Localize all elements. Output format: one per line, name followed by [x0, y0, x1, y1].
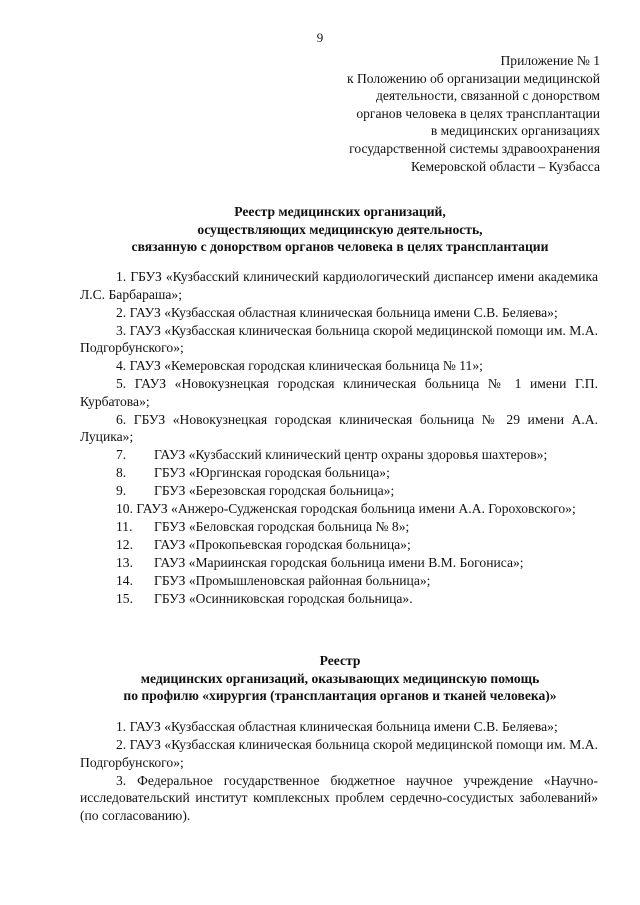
registry2-title-line: Реестр	[319, 653, 361, 668]
registry2-title-line: по профилю «хирургия (трансплантация органов и тканей человека)»	[123, 688, 557, 704]
list-item	[116, 572, 598, 590]
registry2-title	[60, 652, 620, 705]
appendix-header	[347, 52, 600, 175]
list-item	[116, 590, 598, 608]
list-item: 5. ГАУЗ «Новокузнецкая городская клиническая больница № 1 имени Г.П. Курбатова»;	[80, 376, 598, 409]
appendix-line: Кемеровской области – Кузбасса	[410, 158, 600, 174]
list-item: 1. ГАУЗ «Кузбасская областная клиническая больница имени С.В. Беляева»;	[116, 719, 558, 734]
list-item	[116, 518, 598, 536]
list-item	[116, 536, 598, 554]
item-number: 15.	[116, 591, 133, 607]
list-item	[116, 464, 598, 482]
registry1-title	[60, 203, 620, 256]
list-item	[116, 446, 598, 464]
list-item: 1. ГБУЗ «Кузбасский клинический кардиологический диспансер имени академика Л.С. Барбараша»;	[80, 269, 598, 302]
item-text: ГАУЗ «Прокопьевская городская больница»;	[154, 537, 411, 553]
list-item	[116, 482, 598, 500]
registry2-title-line: медицинских организаций, оказывающих медицинскую помощь	[140, 670, 540, 686]
list-item: 3. ГАУЗ «Кузбасская клиническая больница скорой медицинской помощи им. М.А. Подгорбунского»;	[80, 322, 598, 356]
appendix-line: Приложение № 1	[500, 53, 600, 68]
item-number: 14.	[116, 573, 133, 589]
item-text: ГБУЗ «Юргинская городская больница»;	[154, 465, 390, 481]
item-number: 13.	[116, 555, 133, 571]
item-text: ГБУЗ «Березовская городская больница»;	[154, 483, 395, 499]
item-number: 12.	[116, 537, 133, 553]
item-number: 7.	[116, 447, 127, 463]
list-item: 6. ГБУЗ «Новокузнецкая городская клиническая больница № 29 имени А.А. Луцика»;	[80, 411, 598, 445]
list-item: 4. ГАУЗ «Кемеровская городская клиническая больница № 11»;	[116, 358, 483, 374]
appendix-line: к Положению об организации медицинской	[346, 70, 600, 86]
item-number: 11.	[116, 519, 133, 535]
list-item: 2. ГАУЗ «Кузбасская областная клиническая больница имени С.В. Беляева»;	[116, 304, 558, 320]
appendix-line: в медицинских организациях	[430, 123, 600, 139]
registry1-title-line: связанную с донорством органов человека в целях трансплантации	[131, 239, 549, 255]
registry1-title-line: Реестр медицинских организаций,	[234, 204, 446, 219]
list-item: 10. ГАУЗ «Анжеро-Судженская городская больница имени А.А. Гороховского»;	[116, 501, 576, 517]
appendix-line: деятельности, связанной с донорством	[375, 88, 600, 104]
item-text: ГБУЗ «Беловская городская больница № 8»;	[154, 519, 410, 535]
registry1-title-line: осуществляющих медицинскую деятельность,	[197, 221, 483, 237]
list-item	[116, 554, 598, 572]
list-item: 2. ГАУЗ «Кузбасская клиническая больница скорой медицинской помощи им. М.А. Подгорбунского»;	[80, 736, 598, 770]
list-item: 3. Федеральное государственное бюджетное научное учреждение «Научно-исследовательский институт комплексных проблем сердечно-сосудистых заболеваний» (по согласованию).	[80, 772, 598, 823]
registry1-list	[80, 268, 598, 608]
item-text: ГАУЗ «Мариинская городская больница имени В.М. Богониса»;	[154, 555, 524, 571]
item-text: ГБУЗ «Промышленовская районная больница»;	[154, 573, 431, 589]
appendix-line: органов человека в целях трансплантации	[356, 105, 600, 121]
item-text: ГБУЗ «Осинниковская городская больница».	[154, 591, 413, 607]
registry2-list	[80, 718, 598, 825]
page-number: 9	[316, 30, 324, 45]
appendix-line: государственной системы здравоохранения	[349, 140, 600, 156]
item-text: ГАУЗ «Кузбасский клинический центр охраны здоровья шахтеров»;	[154, 447, 548, 463]
item-number: 9.	[116, 483, 127, 499]
item-number: 8.	[116, 465, 127, 481]
